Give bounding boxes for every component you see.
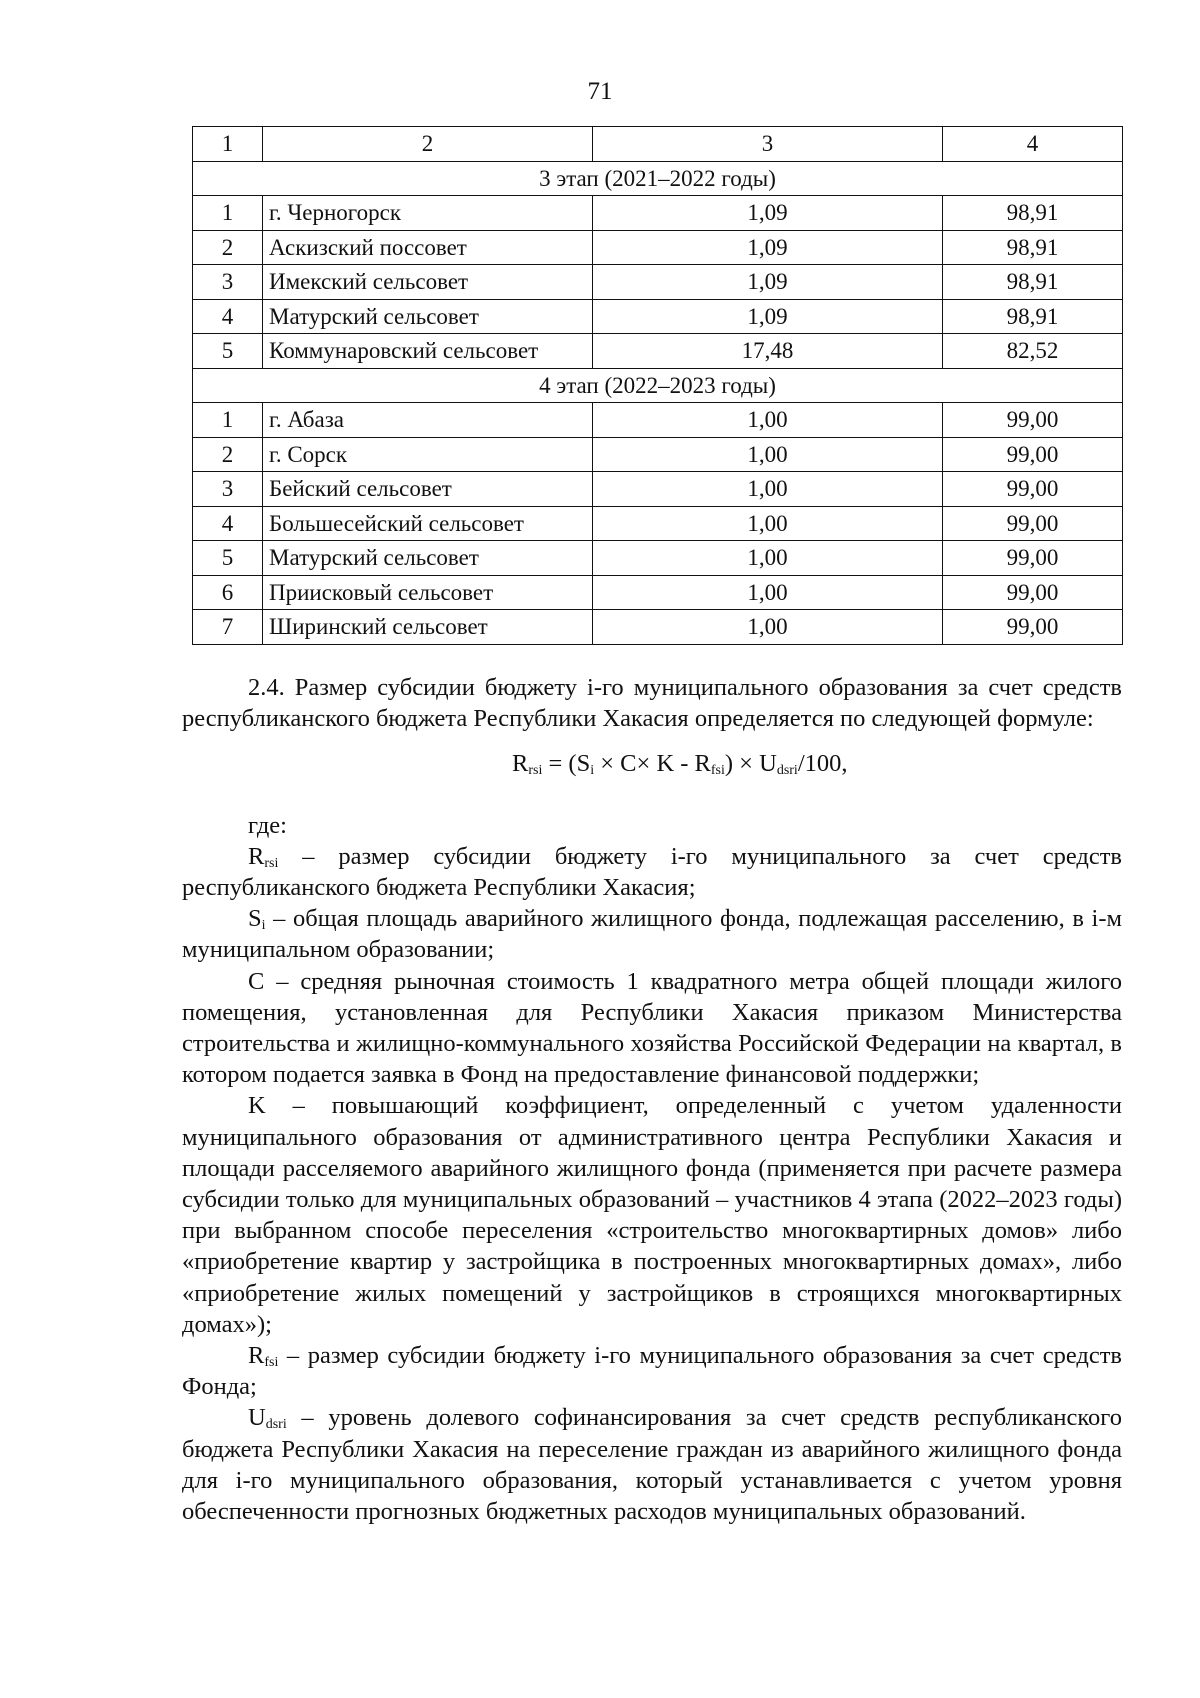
fund-share: 99,00 [943,610,1123,645]
fund-share: 99,00 [943,437,1123,472]
page-number: 71 [587,78,613,105]
definition-text: – повышающий коэффициент, определенный с учетом удаленности муниципального образования от административного центра Республики Хакасия и площади расселяемого аварийного жилищного фонда (применяется при расчете размера субсидии только для муниципальных образований – участников 4 этапа (2022–2023 годы) при выбранном способе переселения «строительство многоквартирных домов» либо «приобретение квартир у застройщика в построенных многоквартирных домах», либо «приобретение жилых помещений у застройщиков в строящихся многоквартирных домах»); [182,1092,1122,1338]
municipality-name: г. Абаза [263,403,593,438]
definition-rfsi [182,1340,1122,1402]
table-row [193,506,1123,541]
fund-share: 82,52 [943,334,1123,369]
row-number: 4 [193,506,263,541]
republic-share: 1,00 [593,610,943,645]
definition-text: – размер субсидии бюджету i-го муниципального образования за счет средств Фонда; [182,1342,1122,1401]
column-header: 4 [943,127,1123,162]
republic-share: 1,00 [593,472,943,507]
fund-share: 98,91 [943,196,1123,231]
table-row [193,230,1123,265]
row-number: 4 [193,299,263,334]
definition-si [182,903,1122,965]
row-number: 2 [193,437,263,472]
definition-c [182,966,1122,1091]
subsidy-formula [182,748,1122,779]
row-number: 2 [193,230,263,265]
republic-share: 1,09 [593,230,943,265]
stage-row [193,161,1123,196]
municipality-name: Ширинский сельсовет [263,610,593,645]
definition-udsri [182,1402,1122,1527]
municipality-name: Коммунаровский сельсовет [263,334,593,369]
municipality-name: Имекский сельсовет [263,265,593,300]
fund-share: 99,00 [943,575,1123,610]
definition-text: – уровень долевого софинансирования за счет средств республиканского бюджета Республики Хакасия на переселение граждан из аварийного жилищного фонда для i-го муниципального образования, который устанавливается с учетом уровня обеспеченности прогнозных бюджетных расходов муниципальных образований. [182,1404,1122,1526]
fund-share: 98,91 [943,299,1123,334]
republic-share: 1,00 [593,506,943,541]
republic-share: 1,00 [593,437,943,472]
republic-share: 1,00 [593,541,943,576]
table-row [193,541,1123,576]
formula-part: = (S [542,750,591,778]
table-row [193,437,1123,472]
row-number: 7 [193,610,263,645]
where-label: где: [248,811,287,839]
formula-subscript: fsi [710,763,725,779]
definition-text: – средняя рыночная стоимость 1 квадратного метра общей площади жилого помещения, установленная для Республики Хакасия приказом Министерства строительства и жилищно-коммунального хозяйства Российской Федерации на квартал, в котором подается заявка в Фонд на предоставление финансовой поддержки; [182,967,1122,1089]
municipality-name: Аскизский поссовет [263,230,593,265]
formula-part: /100, [797,750,848,778]
municipality-name: Приисковый сельсовет [263,575,593,610]
fund-share: 98,91 [943,265,1123,300]
subsidy-table [192,126,1123,645]
table-row [193,472,1123,507]
formula-symbol: R [512,750,529,778]
definition-symbol: $S_i$ [248,905,266,934]
formula-part: ) × U [724,750,777,778]
fund-share: 99,00 [943,541,1123,576]
definition-symbol: С [248,967,265,995]
row-number: 3 [193,472,263,507]
formula-subscript: rsi [528,763,543,779]
table-row [193,196,1123,231]
definition-rrsi [182,841,1122,903]
definition-symbol: $R_{rsi}$ [248,842,279,871]
stage-title: 3 этап (2021–2022 годы) [193,161,1123,196]
column-header: 3 [593,127,943,162]
definition-symbol: $U_{dsri}$ [248,1404,287,1433]
municipality-name: г. Сорск [263,437,593,472]
fund-share: 99,00 [943,403,1123,438]
row-number: 1 [193,196,263,231]
row-number: 3 [193,265,263,300]
body-text [182,672,1122,1527]
municipality-name: Бейский сельсовет [263,472,593,507]
row-number: 1 [193,403,263,438]
column-header: 2 [263,127,593,162]
republic-share: 17,48 [593,334,943,369]
definition-symbol: K [248,1092,266,1120]
table-row [193,575,1123,610]
republic-share: 1,09 [593,196,943,231]
municipality-name: Большесейский сельсовет [263,506,593,541]
republic-share: 1,00 [593,575,943,610]
definition-symbol: $R_{fsi}$ [248,1342,279,1371]
municipality-name: Матурский сельсовет [263,299,593,334]
stage-row [193,368,1123,403]
municipality-name: Матурский сельсовет [263,541,593,576]
intro-paragraph: 2.4. Размер субсидии бюджету i-го муниципального образования за счет средств республиканского бюджета Республики Хакасия определяется по следующей формуле: [182,674,1122,733]
municipality-name: г. Черногорск [263,196,593,231]
table-header-row [193,127,1123,162]
table-row [193,299,1123,334]
republic-share: 1,09 [593,265,943,300]
table-row [193,403,1123,438]
definition-text: – размер субсидии бюджету i-го муниципального за счет средств республиканского бюджета Республики Хакасия; [182,842,1122,902]
definition-text: – общая площадь аварийного жилищного фонда, подлежащая расселению, в i-м муниципальном образовании; [182,905,1122,964]
table-row [193,334,1123,369]
republic-share: 1,00 [593,403,943,438]
table-row [193,610,1123,645]
stage-title: 4 этап (2022–2023 годы) [193,368,1123,403]
fund-share: 99,00 [943,506,1123,541]
row-number: 5 [193,334,263,369]
row-number: 5 [193,541,263,576]
table-row [193,265,1123,300]
definition-k [182,1090,1122,1340]
fund-share: 98,91 [943,230,1123,265]
formula-part: × C× K - R [594,750,711,778]
row-number: 6 [193,575,263,610]
formula-subscript: dsri [776,763,798,779]
column-header: 1 [193,127,263,162]
republic-share: 1,09 [593,299,943,334]
formula-subscript: i [590,763,595,779]
fund-share: 99,00 [943,472,1123,507]
